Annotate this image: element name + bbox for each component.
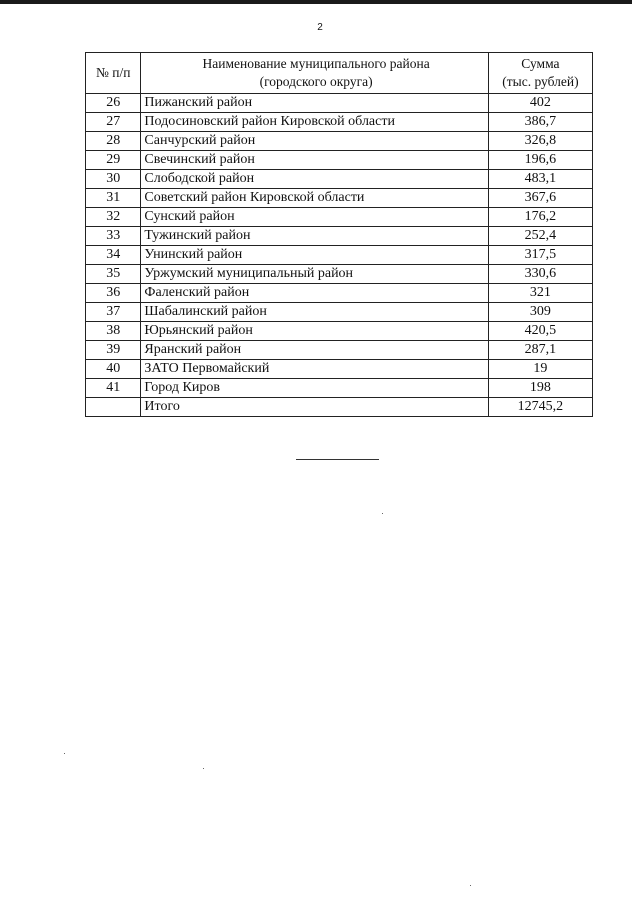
row-number-cell: 35	[86, 265, 141, 284]
row-number-cell: 26	[86, 94, 141, 113]
table-row	[86, 303, 593, 322]
scan-speck	[470, 885, 471, 886]
row-sum-cell: 321	[488, 284, 592, 303]
table-row	[86, 208, 593, 227]
table-header-row	[86, 53, 593, 94]
row-sum-cell: 483,1	[488, 170, 592, 189]
row-number-cell: 28	[86, 132, 141, 151]
row-name-cell: Слободской район	[141, 170, 488, 189]
row-sum-cell: 309	[488, 303, 592, 322]
top-scan-border	[0, 0, 632, 4]
row-sum-cell: 330,6	[488, 265, 592, 284]
row-name-cell: Юрьянский район	[141, 322, 488, 341]
row-number-cell: 39	[86, 341, 141, 360]
row-number-cell: 37	[86, 303, 141, 322]
row-name-cell: ЗАТО Первомайский	[141, 360, 488, 379]
row-name-cell: Сунский район	[141, 208, 488, 227]
table-row	[86, 189, 593, 208]
table-body	[86, 94, 593, 417]
scan-speck	[64, 753, 65, 754]
budget-table	[85, 52, 593, 417]
row-number-cell: 29	[86, 151, 141, 170]
header-name-line2: (городского округа)	[259, 74, 373, 89]
row-name-cell: Шабалинский район	[141, 303, 488, 322]
row-sum-cell: 198	[488, 379, 592, 398]
table-row	[86, 151, 593, 170]
row-name-cell: Советский район Кировской области	[141, 189, 488, 208]
row-name-cell: Подосиновский район Кировской области	[141, 113, 488, 132]
table-row	[86, 265, 593, 284]
row-number-cell	[86, 398, 141, 417]
table-row	[86, 132, 593, 151]
row-number-cell: 38	[86, 322, 141, 341]
table-row	[86, 94, 593, 113]
row-name-cell: Фаленский район	[141, 284, 488, 303]
row-number-cell: 31	[86, 189, 141, 208]
row-sum-cell: 287,1	[488, 341, 592, 360]
table-row	[86, 227, 593, 246]
row-name-cell: Город Киров	[141, 379, 488, 398]
row-number-cell: 27	[86, 113, 141, 132]
row-name-cell: Тужинский район	[141, 227, 488, 246]
row-sum-cell: 252,4	[488, 227, 592, 246]
row-sum-cell: 326,8	[488, 132, 592, 151]
table-row	[86, 341, 593, 360]
row-name-cell: Яранский район	[141, 341, 488, 360]
row-number-cell: 41	[86, 379, 141, 398]
row-sum-cell: 19	[488, 360, 592, 379]
header-name-line1: Наименование муниципального района	[202, 56, 430, 71]
row-sum-cell: 402	[488, 94, 592, 113]
row-sum-cell: 420,5	[488, 322, 592, 341]
row-name-cell: Пижанский район	[141, 94, 488, 113]
row-sum-cell: 196,6	[488, 151, 592, 170]
row-number-cell: 30	[86, 170, 141, 189]
row-number-cell: 34	[86, 246, 141, 265]
header-number: № п/п	[86, 53, 141, 94]
table-row	[86, 360, 593, 379]
row-sum-cell: 12745,2	[488, 398, 592, 417]
row-number-cell: 32	[86, 208, 141, 227]
header-sum-line1: Сумма	[521, 56, 560, 71]
table-row	[86, 170, 593, 189]
row-number-cell: 33	[86, 227, 141, 246]
row-sum-cell: 317,5	[488, 246, 592, 265]
header-sum	[488, 53, 592, 94]
table-row	[86, 322, 593, 341]
row-sum-cell: 367,6	[488, 189, 592, 208]
header-name	[141, 53, 488, 94]
page-number: 2	[317, 22, 323, 33]
table-row	[86, 379, 593, 398]
row-sum-cell: 386,7	[488, 113, 592, 132]
row-name-cell: Свечинский район	[141, 151, 488, 170]
row-number-cell: 40	[86, 360, 141, 379]
row-name-cell: Уржумский муниципальный район	[141, 265, 488, 284]
scan-speck	[203, 768, 204, 769]
row-number-cell: 36	[86, 284, 141, 303]
table-row	[86, 113, 593, 132]
end-of-document-line	[296, 459, 379, 460]
table-row	[86, 246, 593, 265]
row-name-cell: Санчурский район	[141, 132, 488, 151]
table-row	[86, 284, 593, 303]
table-total-row	[86, 398, 593, 417]
scan-speck	[382, 513, 383, 514]
row-name-cell: Унинский район	[141, 246, 488, 265]
header-sum-line2: (тыс. рублей)	[502, 74, 579, 89]
row-sum-cell: 176,2	[488, 208, 592, 227]
row-name-cell: Итого	[141, 398, 488, 417]
